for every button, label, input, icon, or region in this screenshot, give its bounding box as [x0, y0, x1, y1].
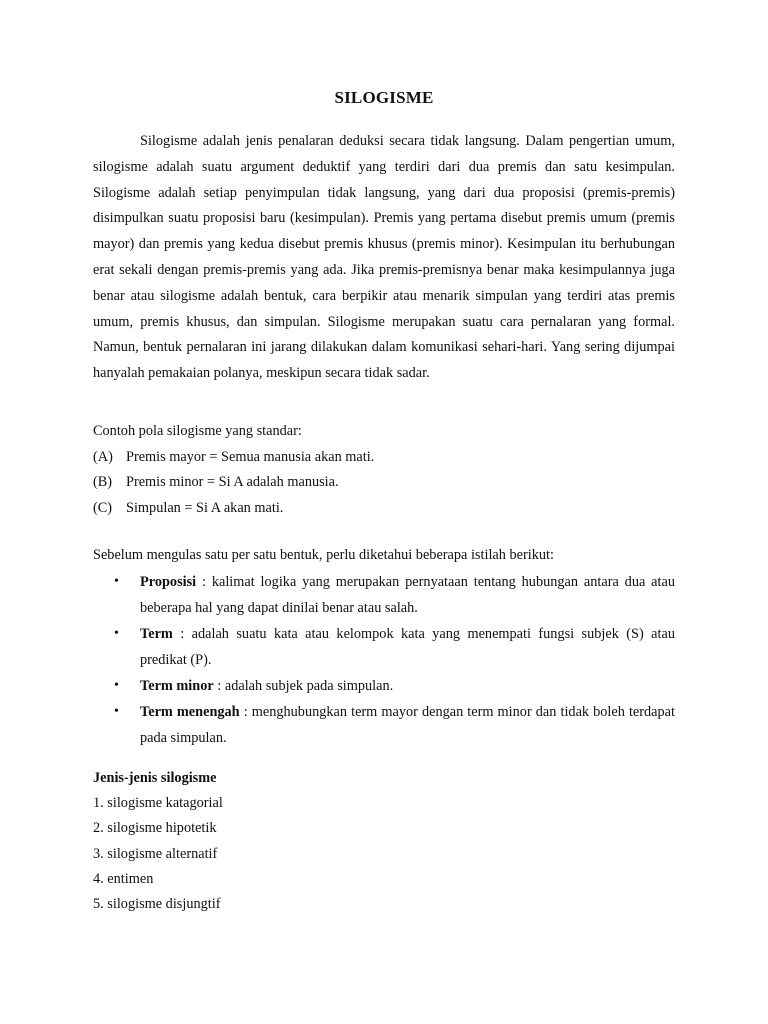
example-letter: (C): [93, 499, 113, 516]
types-item: 4. entimen: [93, 870, 154, 887]
types-item: 2. silogisme hipotetik: [93, 820, 217, 837]
term-name: Proposisi: [140, 574, 197, 590]
bullet-icon: •: [114, 678, 119, 693]
term-item-term: [93, 621, 675, 673]
bullet-icon: •: [114, 626, 119, 641]
example-item-a: [93, 445, 675, 471]
terms-intro: Sebelum mengulas satu per satu bentuk, perlu diketahui beberapa istilah berikut:: [93, 547, 554, 563]
term-description: : menghubungkan term mayor dengan term minor dan tidak boleh terdapat pada simpulan.: [140, 704, 675, 746]
example-letter: (A): [93, 448, 113, 465]
term-item-proposisi: [93, 569, 675, 621]
example-section: [93, 419, 675, 521]
example-heading: Contoh pola silogisme yang standar:: [93, 423, 302, 439]
bullet-icon: •: [114, 574, 119, 589]
example-item-c: [93, 496, 675, 522]
term-name: Term: [140, 626, 173, 642]
types-item: 1. silogisme katagorial: [93, 795, 223, 812]
example-letter: (B): [93, 474, 113, 490]
bullet-icon: •: [114, 704, 119, 719]
term-description: : adalah subjek pada simpulan.: [213, 678, 394, 694]
term-item-term-menengah: [93, 699, 675, 751]
term-description: : adalah suatu kata atau kelompok kata yang menempati fungsi subjek (S) atau predikat (P).: [140, 626, 675, 668]
term-name: Term minor: [140, 678, 214, 694]
types-item: 5. silogisme disjungtif: [93, 896, 221, 913]
types-heading: Jenis-jenis silogisme: [93, 770, 217, 786]
intro-paragraph: Silogisme adalah jenis penalaran deduksi secara tidak langsung. Dalam pengertian umum, silogisme adalah suatu argument deduktif yang terdiri dari dua premis dan satu kesimpulan. Silogisme adalah setiap penyimpulan tidak langsung, yang dari dua proposisi (premis-premis) disimpulkan suatu proposisi baru (kesimpulan). Premis yang pertama disebut premis umum (premis mayor) dan premis yang kedua disebut premis khusus (premis minor). Kesimpulan itu berhubungan erat sekali dengan premis-premis yang ada. Jika premis-premisnya benar maka kesimpulannya juga benar atau silogisme adalah bentuk, cara berpikir atau menarik simpulan yang terdiri atas premis umum, premis khusus, dan simpulan. Silogisme merupakan suatu cara pernalaran yang formal. Namun, bentuk pernalaran ini jarang dilakukan dalam komunikasi sehari-hari. Yang sering dijumpai hanyalah pemakaian polanya, meskipun secara tidak sadar.: [93, 133, 675, 382]
types-section: [93, 766, 675, 917]
example-item-b: [93, 470, 675, 496]
example-text: Simpulan = Si A akan mati.: [126, 499, 284, 516]
term-name: Term menengah: [140, 704, 240, 720]
term-item-term-minor: [93, 673, 675, 699]
types-item: 3. silogisme alternatif: [93, 845, 218, 862]
term-description: : kalimat logika yang merupakan pernyataan tentang hubungan antara dua atau beberapa hal yang dapat dinilai benar atau salah.: [140, 574, 675, 616]
example-text: Premis minor = Si A adalah manusia.: [126, 474, 339, 490]
page-title: SILOGISME: [334, 88, 434, 107]
example-text: Premis mayor = Semua manusia akan mati.: [126, 448, 375, 465]
terms-list: [93, 569, 675, 751]
